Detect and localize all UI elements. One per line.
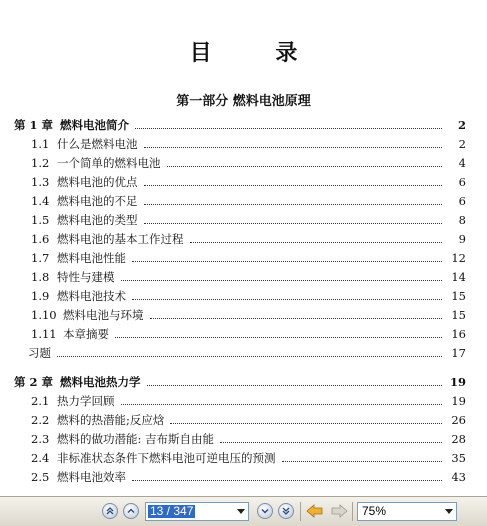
toc-entry-page: 2 [457, 118, 466, 132]
toc-title: 目 录 [189, 40, 326, 66]
toc-entry-number: 第 2 章 [14, 375, 54, 389]
dot-leader [167, 166, 443, 167]
toc-entry-page: 6 [458, 194, 466, 208]
dot-leader [190, 242, 443, 243]
previous-page-button[interactable] [123, 503, 139, 519]
dot-leader [135, 128, 442, 129]
dot-leader [132, 480, 442, 481]
toc-entry-label: 习题 [28, 346, 51, 360]
dot-leader [57, 356, 442, 357]
dot-leader [144, 147, 443, 148]
toc-entry-label: 燃料的做功潜能: 吉布斯自由能 [57, 432, 215, 446]
toc-section-entry[interactable] [31, 394, 466, 408]
toc-entry-number: 1.10 [31, 308, 57, 322]
toc-entry-label: 燃料电池效率 [57, 470, 126, 484]
toc-section-entry[interactable] [31, 251, 466, 265]
zoom-select[interactable] [357, 502, 457, 521]
toolbar-divider [352, 502, 353, 521]
toc-entry-label: 燃料电池性能 [57, 251, 126, 265]
dot-leader [121, 280, 443, 281]
toc-entry-label: 热力学回顾 [57, 394, 115, 408]
toc-entry-page: 35 [451, 451, 466, 465]
toc-section-entry[interactable] [31, 156, 466, 170]
toc-exercise-entry[interactable] [28, 346, 466, 360]
chevron-down-icon[interactable] [237, 509, 245, 514]
toc-entry-label: 本章摘要 [63, 327, 109, 341]
toc-section-entry[interactable] [31, 413, 466, 427]
dot-leader [144, 223, 443, 224]
toc-entry-number: 1.4 [31, 194, 50, 208]
toc-section-entry[interactable] [31, 194, 466, 208]
zoom-value: 75% [362, 504, 387, 518]
next-page-button[interactable] [257, 503, 273, 519]
toc-section-entry[interactable] [31, 289, 466, 303]
toc-entry-page: 17 [451, 346, 466, 360]
toc-entry-page: 8 [458, 213, 466, 227]
toc-entry-label: 燃料电池技术 [57, 289, 126, 303]
dot-leader [144, 185, 443, 186]
toc-entry-label: 非标准状态条件下燃料电池可逆电压的预测 [57, 451, 276, 465]
toc-section-entry[interactable] [31, 175, 466, 189]
toc-section-entry[interactable] [31, 213, 466, 227]
dot-leader [115, 337, 442, 338]
toc-entry-number: 2.3 [31, 432, 50, 446]
toc-entry-page: 12 [451, 251, 466, 265]
up-arrow-icon [127, 507, 135, 515]
toc-entry-page: 6 [458, 175, 466, 189]
toc-entry-number: 1.9 [31, 289, 50, 303]
forward-arrow-icon[interactable] [330, 503, 348, 519]
toc-entry-label: 特性与建模 [57, 270, 115, 284]
toc-entry-page: 15 [451, 289, 466, 303]
toc-entry-label: 燃料电池热力学 [60, 375, 141, 389]
toc-section-entry[interactable] [31, 451, 466, 465]
back-arrow-icon[interactable] [306, 503, 324, 519]
dot-leader [150, 318, 443, 319]
toc-entry-number: 2.2 [31, 413, 50, 427]
toc-entry-page: 43 [451, 470, 466, 484]
part-title: 第一部分 燃料电池原理 [176, 94, 311, 109]
toc-section-entry[interactable] [31, 308, 466, 322]
toc-entry-page: 15 [451, 308, 466, 322]
toc-section-entry[interactable] [31, 270, 466, 284]
toc-entry-page: 28 [451, 432, 466, 446]
dot-leader [282, 461, 443, 462]
first-page-button[interactable] [102, 503, 118, 519]
toc-section-entry[interactable] [31, 470, 466, 484]
chevron-down-icon[interactable] [445, 509, 453, 514]
toc-section-entry[interactable] [31, 137, 466, 151]
toc-entry-page: 19 [451, 394, 466, 408]
dot-leader [147, 385, 443, 386]
dot-leader [121, 404, 443, 405]
toc-chapter-entry[interactable] [14, 375, 466, 389]
double-down-arrow-icon [282, 507, 290, 515]
toc-entry-page: 4 [458, 156, 466, 170]
toc-entry-label: 燃料电池简介 [60, 118, 129, 132]
dot-leader [132, 299, 442, 300]
toc-entry-label: 燃料电池与环境 [63, 308, 144, 322]
toc-entry-number: 1.7 [31, 251, 50, 265]
toc-entry-page: 26 [451, 413, 466, 427]
toc-entry-label: 一个简单的燃料电池 [57, 156, 161, 170]
toc-chapter-entry[interactable] [14, 118, 466, 132]
toc-entry-number: 2.4 [31, 451, 50, 465]
toc-entry-number: 第 1 章 [14, 118, 54, 132]
toc-section-entry[interactable] [31, 432, 466, 446]
toc-entry-number: 1.8 [31, 270, 50, 284]
toc-entry-page: 2 [458, 137, 466, 151]
dot-leader [132, 261, 442, 262]
dot-leader [220, 442, 442, 443]
last-page-button[interactable] [278, 503, 294, 519]
toc-entry-label: 什么是燃料电池 [57, 137, 138, 151]
toc-section-entry[interactable] [31, 327, 466, 341]
toc-entry-number: 1.5 [31, 213, 50, 227]
toc-entry-label: 燃料的热潜能;反应焓 [57, 413, 165, 427]
toc-entry-page: 16 [451, 327, 466, 341]
toc-entry-page: 19 [449, 375, 466, 389]
toolbar-divider [300, 502, 301, 521]
toc-entry-number: 1.3 [31, 175, 50, 189]
toc-entry-number: 1.2 [31, 156, 50, 170]
toc-entry-number: 2.5 [31, 470, 50, 484]
toc-section-entry[interactable] [31, 232, 466, 246]
toc-entry-number: 1.6 [31, 232, 50, 246]
page-number-field[interactable] [145, 502, 249, 521]
reader-toolbar [0, 496, 487, 526]
toc-entry-label: 燃料电池的基本工作过程 [57, 232, 184, 246]
double-up-arrow-icon [106, 507, 114, 515]
page-indicator: 13 / 347 [150, 504, 194, 518]
toc-entry-page: 9 [458, 232, 466, 246]
down-arrow-icon [261, 507, 269, 515]
dot-leader [170, 423, 442, 424]
toc-entry-label: 燃料电池的优点 [57, 175, 138, 189]
toc-entry-number: 1.11 [31, 327, 57, 341]
toc-entry-label: 燃料电池的不足 [57, 194, 138, 208]
toc-entry-number: 1.1 [31, 137, 50, 151]
toc-entry-page: 14 [451, 270, 466, 284]
toc-entry-number: 2.1 [31, 394, 50, 408]
toc-entry-label: 燃料电池的类型 [57, 213, 138, 227]
dot-leader [144, 204, 443, 205]
